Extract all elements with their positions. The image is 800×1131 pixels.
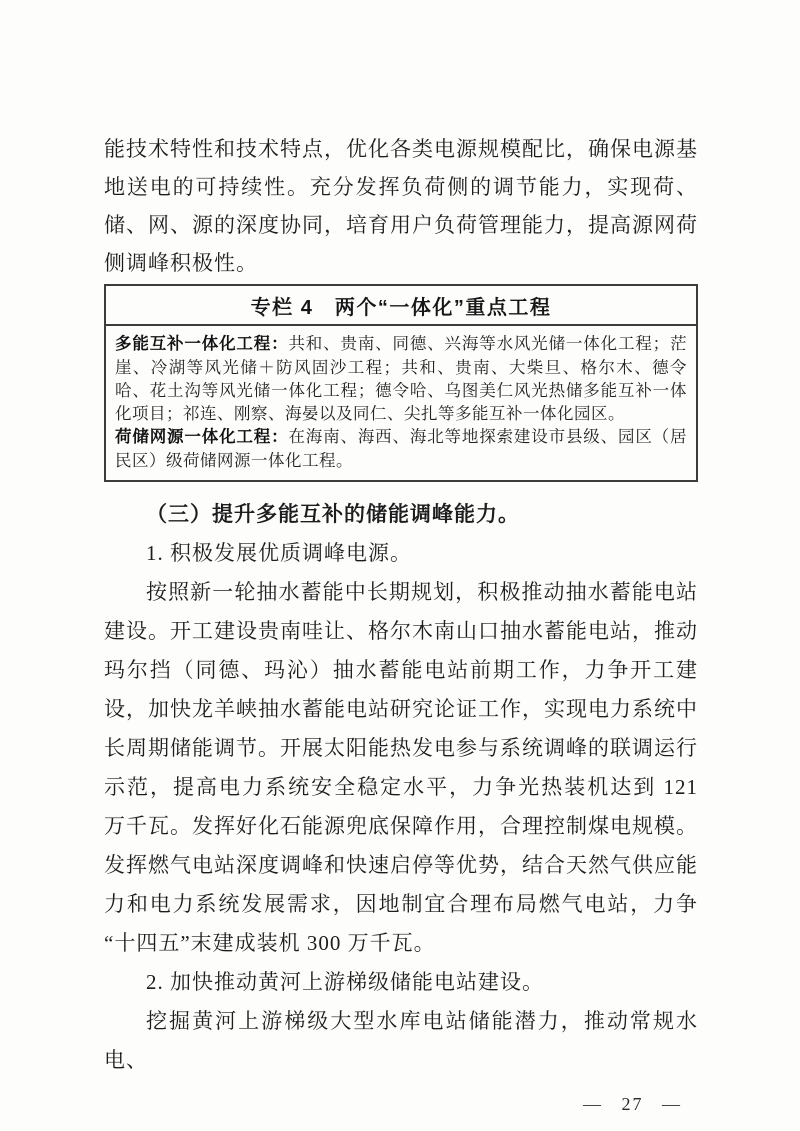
box-item-label: 多能互补一体化工程： <box>115 335 289 353</box>
section-body <box>104 495 698 1080</box>
page-number: — 27 — <box>583 1094 682 1114</box>
box-item-load-storage <box>115 425 687 472</box>
paragraph-yellow-river: 挖掘黄河上游梯级大型水库电站储能潜力，推动常规水电、 <box>104 1009 698 1072</box>
section-heading: （三）提升多能互补的储能调峰能力。 <box>146 502 520 526</box>
paragraph-continuation: 能技术特性和技术特点，优化各类电源规模配比，确保电源基地送电的可持续性。充分发挥负荷侧的调节能力，实现荷、储、网、源的深度协同，培育用户负荷管理能力，提高源网荷侧调峰积极性。 <box>104 137 698 275</box>
box-body <box>106 326 696 480</box>
special-column-box <box>104 284 698 482</box>
box-title: 专栏 4 两个“一体化”重点工程 <box>106 286 696 326</box>
box-item-multi-energy <box>115 332 687 425</box>
box-item-text: 在海南、海西、海北等地探索建设市县级、园区（居民区）级荷储网源一体化工程。 <box>115 427 687 470</box>
item-2-heading: 2. 加快推动黄河上游梯级储能电站建设。 <box>146 970 544 994</box>
box-item-label: 荷储网源一体化工程： <box>115 428 289 446</box>
paragraph-pumped-storage: 按照新一轮抽水蓄能中长期规划，积极推动抽水蓄能电站建设。开工建设贵南哇让、格尔木南山口抽水蓄能电站，推动玛尔挡（同德、玛沁）抽水蓄能电站前期工作，力争开工建设，加快龙羊峡抽水蓄能电站研究论证工作，实现电力系统中长周期储能调节。开展太阳能热发电参与系统调峰的联调运行示范，提高电力系统安全稳定水平，力争光热装机达到 121 万千瓦。发挥好化石能源兜底保障作用，合理控制煤电规模。发挥燃气电站深度调峰和快速启停等优势，结合天然气供应能力和电力系统发展需求，因地制宜合理布局燃气电站，力争“十四五”末建成装机 300 万千瓦。 <box>104 580 698 955</box>
box-item-text: 共和、贵南、同德、兴海等水风光储一体化工程；茫崖、冷湖等风光储＋防风固沙工程；共和、贵南、大柴旦、格尔木、德令哈、花土沟等风光储一体化工程；德令哈、乌图美仁风光热储多能互补一体化项目；祁连、刚察、海晏以及同仁、尖扎等多能互补一体化园区。 <box>115 334 687 423</box>
item-1-heading: 1. 积极发展优质调峰电源。 <box>146 541 412 565</box>
